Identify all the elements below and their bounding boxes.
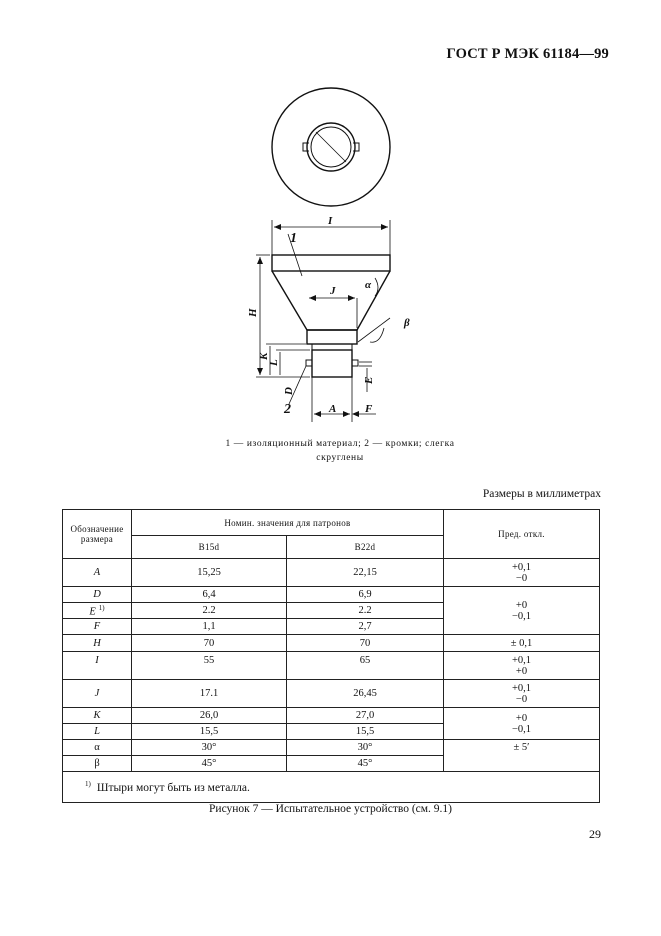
document-header: ГОСТ Р МЭК 61184—99 [446, 46, 609, 62]
header-tolerance: Пред. откл. [444, 510, 600, 559]
figure-caption: Рисунок 7 — Испытательное устройство (см. 9.1) [209, 803, 452, 815]
cell-b15d: 6,4 [132, 587, 287, 603]
label-L: L [268, 359, 280, 366]
table-footnote [63, 772, 600, 803]
dimension-lines [256, 220, 390, 422]
label-alpha: α [365, 279, 372, 291]
cell-symbol: L [63, 724, 132, 740]
cell-b22d: 45° [287, 756, 444, 772]
dimension-labels [247, 215, 410, 417]
tol-upper: +0,1 [511, 682, 532, 694]
cell-tolerance [444, 587, 600, 635]
cell-b22d: 15,5 [287, 724, 444, 740]
tol-lower: −0,1 [511, 610, 532, 622]
cell-b22d: 65 [287, 652, 444, 680]
footnote-ref: 1) [98, 603, 105, 612]
table-row [63, 740, 600, 756]
cell-b15d: 55 [132, 652, 287, 680]
tol-lower: +0 [515, 665, 528, 677]
legend-line-2: скруглены [316, 453, 364, 463]
table-row [63, 587, 600, 603]
header-b15d: B15d [132, 536, 287, 559]
cell-symbol: β [63, 756, 132, 772]
symbol-text: E [89, 606, 96, 618]
cell-b15d: 1,1 [132, 619, 287, 635]
cell-symbol: F [63, 619, 132, 635]
label-1: 1 [290, 231, 297, 246]
label-J: J [330, 285, 336, 297]
tol-lower: −0,1 [511, 723, 532, 735]
cell-b22d: 2.2 [287, 603, 444, 619]
cell-symbol [63, 603, 132, 619]
label-K: K [258, 352, 270, 360]
cell-tolerance [444, 680, 600, 708]
table-row [63, 559, 600, 587]
cell-b15d: 70 [132, 635, 287, 652]
table-row [63, 680, 600, 708]
cell-symbol: K [63, 708, 132, 724]
tol-upper: +0,1 [511, 561, 532, 573]
cell-b15d: 15,25 [132, 559, 287, 587]
label-H: H [247, 308, 259, 317]
label-A: A [329, 403, 337, 415]
table-row [63, 635, 600, 652]
tol-upper: +0,1 [511, 654, 532, 666]
side-view [272, 255, 390, 377]
cell-tolerance: ± 5′ [444, 740, 600, 772]
label-beta: β [404, 317, 410, 329]
cell-b15d: 26,0 [132, 708, 287, 724]
header-symbol: Обозначение размера [63, 510, 132, 559]
legend-line-1: 1 — изоляционный материал; 2 — кромки; слегка [225, 439, 455, 449]
cell-b15d: 30° [132, 740, 287, 756]
table-row [63, 652, 600, 680]
cell-tolerance [444, 708, 600, 740]
cell-symbol: α [63, 740, 132, 756]
tol-lower: −0 [515, 693, 528, 705]
cell-symbol: J [63, 680, 132, 708]
footnote-text: Штыри могут быть из металла. [96, 781, 250, 794]
table-footnote-row [63, 772, 600, 803]
page-number: 29 [589, 827, 601, 841]
cell-symbol: A [63, 559, 132, 587]
label-E: E [363, 376, 375, 384]
cell-symbol: D [63, 587, 132, 603]
cell-tolerance [444, 559, 600, 587]
cell-b22d: 2,7 [287, 619, 444, 635]
dimension-arrows [257, 224, 388, 417]
figure-legend [210, 437, 470, 465]
label-2: 2 [284, 402, 291, 417]
table-row [63, 708, 600, 724]
dimensions-table [62, 509, 600, 803]
cell-b15d: 45° [132, 756, 287, 772]
cell-tolerance: ± 0,1 [444, 635, 600, 652]
cell-b22d: 70 [287, 635, 444, 652]
footnote-mark: 1) [85, 780, 91, 789]
tol-upper: +0 [515, 712, 528, 724]
header-b22d: B22d [287, 536, 444, 559]
cell-b22d: 27,0 [287, 708, 444, 724]
cell-b22d: 30° [287, 740, 444, 756]
cell-symbol: H [63, 635, 132, 652]
cell-b15d: 2.2 [132, 603, 287, 619]
cell-b22d: 6,9 [287, 587, 444, 603]
cell-tolerance [444, 652, 600, 680]
cell-symbol: I [63, 652, 132, 680]
label-F: F [365, 403, 373, 415]
cell-b15d: 17.1 [132, 680, 287, 708]
cell-b22d: 22,15 [287, 559, 444, 587]
units-note: Размеры в миллиметрах [482, 488, 601, 500]
label-I: I [328, 215, 333, 227]
label-D: D [283, 387, 295, 395]
cell-b15d: 15,5 [132, 724, 287, 740]
top-view [272, 88, 390, 206]
tol-upper: +0 [515, 599, 528, 611]
cell-b22d: 26,45 [287, 680, 444, 708]
test-device-drawing [220, 72, 440, 432]
tol-lower: −0 [515, 572, 528, 584]
header-nominal: Номин. значения для патронов [132, 510, 444, 536]
